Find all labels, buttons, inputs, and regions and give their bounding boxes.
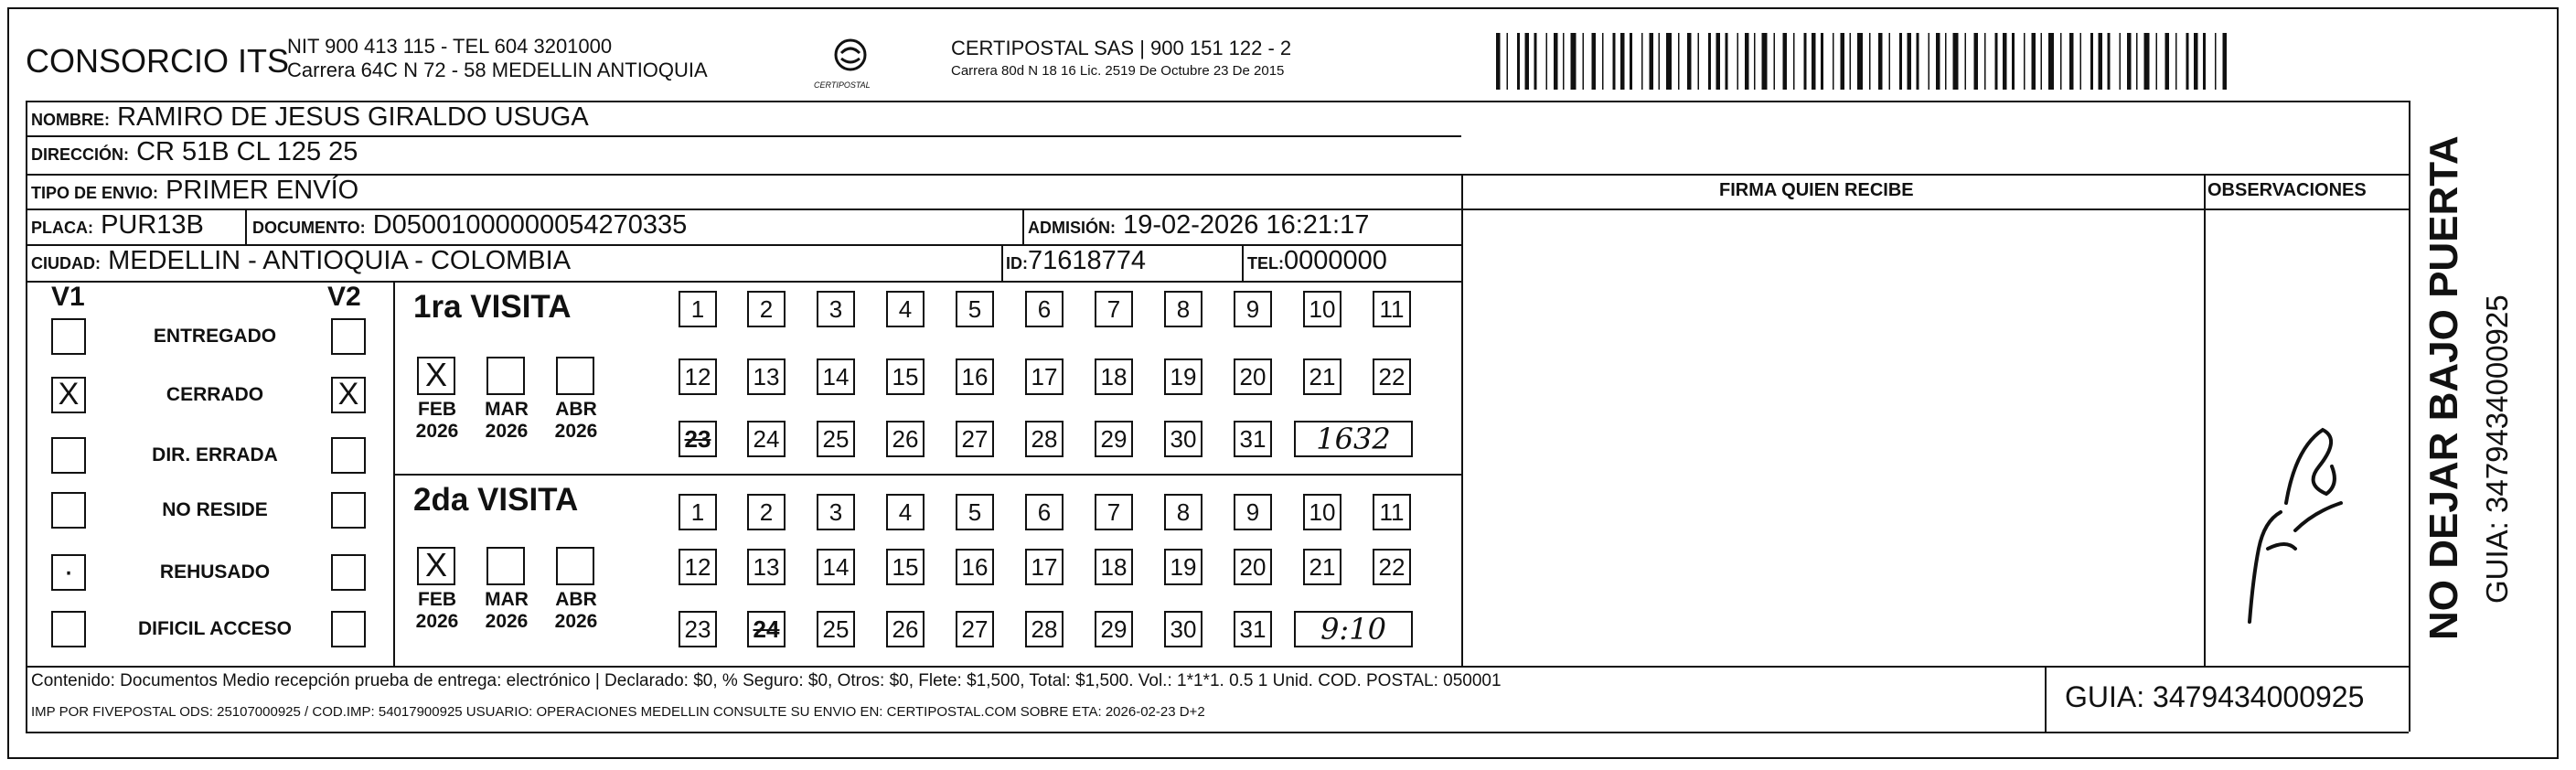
barcode-bar — [2048, 33, 2054, 90]
divider — [26, 174, 2409, 176]
documento-cell — [252, 210, 687, 241]
barcode-bar — [2099, 33, 2103, 90]
ciudad-cell — [31, 246, 571, 276]
observaciones-header: OBSERVACIONES — [2207, 180, 2367, 200]
barcode-bar — [1995, 33, 1998, 90]
barcode-bar — [1783, 33, 1788, 90]
barcode-bar — [2041, 33, 2043, 90]
documento-value: D05001000000054270335 — [372, 210, 688, 240]
second-visit-day[interactable]: 4 — [886, 494, 925, 530]
placa-label: PLACA: — [31, 219, 93, 237]
barcode-bar — [1929, 33, 1930, 90]
divider — [1242, 244, 1244, 281]
first-visit-day[interactable]: 26 — [886, 421, 925, 457]
barcode-bar — [2156, 33, 2158, 90]
barcode-bar — [1804, 33, 1807, 90]
second-visit-month-checkbox[interactable]: X — [417, 547, 455, 585]
v1-checkbox[interactable] — [51, 437, 86, 474]
v2-checkbox[interactable] — [331, 318, 366, 355]
barcode-bar — [2120, 33, 2122, 90]
second-visit-day[interactable]: 23 — [679, 611, 717, 647]
barcode — [1496, 33, 2228, 90]
first-visit-month-checkbox[interactable]: X — [417, 357, 455, 395]
company-info — [287, 35, 708, 82]
second-visit-month-checkbox[interactable] — [556, 547, 594, 585]
second-visit-day[interactable]: 28 — [1025, 611, 1064, 647]
company-address: Carrera 64C N 72 - 58 MEDELLIN ANTIOQUIA — [287, 59, 708, 81]
barcode-bar — [1698, 33, 1700, 90]
second-visit-day[interactable]: 20 — [1234, 549, 1272, 585]
first-visit-day[interactable]: 27 — [956, 421, 994, 457]
barcode-bar — [2108, 33, 2111, 90]
second-visit-time[interactable]: 9:10 — [1294, 611, 1413, 647]
placa-value: PUR13B — [101, 210, 204, 240]
second-visit-day[interactable]: 2 — [747, 494, 786, 530]
barcode-bar — [2069, 33, 2074, 90]
barcode-bar — [2003, 33, 2007, 90]
second-visit-day[interactable]: 7 — [1095, 494, 1133, 530]
guia-number: GUIA: 3479434000925 — [2065, 680, 2365, 713]
placa-cell — [31, 210, 204, 241]
barcode-bar — [2090, 33, 2093, 90]
barcode-bar — [1525, 33, 1530, 90]
barcode-bar — [1678, 33, 1680, 90]
barcode-bar — [1850, 33, 1852, 90]
barcode-bar — [2215, 33, 2217, 90]
admision-label: ADMISIÓN: — [1028, 219, 1116, 237]
barcode-bar — [1650, 33, 1654, 90]
first-visit-day[interactable]: 20 — [1234, 358, 1272, 395]
side-guia-number: GUIA: 3479434000925 — [2480, 294, 2514, 604]
second-visit-month-label: FEB 2026 — [415, 589, 459, 632]
barcode-bar — [1726, 33, 1728, 90]
barcode-bar — [2194, 33, 2198, 90]
barcode-bar — [2175, 33, 2177, 90]
barcode-bar — [1899, 33, 1902, 90]
barcode-bar — [1857, 33, 1863, 90]
id-cell — [1006, 246, 1146, 276]
v1-header: V1 — [51, 282, 85, 312]
first-visit-day[interactable]: 12 — [679, 358, 717, 395]
documento-label: DOCUMENTO: — [252, 219, 366, 237]
barcode-bar — [1534, 33, 1537, 90]
barcode-bar — [1762, 33, 1768, 90]
first-visit-day[interactable]: 3 — [817, 291, 855, 327]
first-visit-day[interactable]: 1 — [679, 291, 717, 327]
divider — [1461, 174, 1463, 666]
first-visit-day[interactable]: 2 — [747, 291, 786, 327]
barcode-bar — [1889, 33, 1891, 90]
divider — [1022, 209, 1024, 244]
barcode-bar — [1571, 33, 1577, 90]
barcode-bar — [2080, 33, 2082, 90]
barcode-bar — [1745, 33, 1749, 90]
first-visit-title: 1ra VISITA — [413, 289, 572, 325]
divider — [2409, 101, 2410, 732]
status-label: DIFICIL ACCESO — [137, 618, 292, 639]
first-visit-day[interactable]: 14 — [817, 358, 855, 395]
barcode-bar — [1708, 33, 1711, 90]
first-visit-day[interactable]: 13 — [747, 358, 786, 395]
barcode-bar — [1641, 33, 1643, 90]
second-visit-day[interactable]: 26 — [886, 611, 925, 647]
barcode-bar — [2136, 33, 2138, 90]
second-visit-day[interactable]: 27 — [956, 611, 994, 647]
logo-caption: CERTIPOSTAL — [814, 80, 871, 90]
divider — [2045, 666, 2047, 732]
first-visit-day[interactable]: 25 — [817, 421, 855, 457]
ciudad-value: MEDELLIN - ANTIOQUIA - COLOMBIA — [108, 246, 572, 275]
no-dejar-bajo-puerta-warning: NO DEJAR BAJO PUERTA — [2421, 135, 2466, 640]
first-visit-day[interactable]: 5 — [956, 291, 994, 327]
second-visit-day[interactable]: 19 — [1164, 549, 1202, 585]
id-value: 71618774 — [1028, 246, 1147, 275]
barcode-bar — [1754, 33, 1756, 90]
company-name: CONSORCIO ITS — [26, 42, 290, 80]
second-visit-day[interactable]: 14 — [817, 549, 855, 585]
barcode-bar — [1945, 33, 1947, 90]
first-visit-day[interactable]: 15 — [886, 358, 925, 395]
barcode-bar — [1630, 33, 1632, 90]
barcode-bar — [1592, 33, 1597, 90]
tipo-envio-value: PRIMER ENVÍO — [166, 176, 359, 205]
v1-checkbox[interactable] — [51, 611, 86, 647]
first-visit-day[interactable]: 24 — [747, 421, 786, 457]
v2-checkbox[interactable] — [331, 611, 366, 647]
status-label: NO RESIDE — [162, 499, 268, 520]
barcode-bar — [1613, 33, 1616, 90]
tel-value: 0000000 — [1284, 246, 1387, 275]
status-label: ENTREGADO — [153, 326, 277, 347]
first-visit-day[interactable]: 17 — [1025, 358, 1064, 395]
barcode-bar — [1974, 33, 1979, 90]
firma-header: FIRMA QUIEN RECIBE — [1719, 180, 1914, 200]
admision-cell — [1028, 210, 1369, 241]
status-label: CERRADO — [166, 384, 264, 405]
barcode-bar — [1507, 33, 1509, 90]
second-visit-day[interactable]: 11 — [1373, 494, 1411, 530]
contents-line: Contenido: Documentos Medio recepción prueba de entrega: electrónico | Declarado: $0, % Seguro: $0, Otros: $0, Flete: $1,500, Total: $1,500. Vol.: 1*1*1. 0.5 1 Unid. COD. POSTAL: 050001 — [31, 671, 1502, 690]
second-visit-day[interactable]: 16 — [956, 549, 994, 585]
certipostal-line-1: CERTIPOSTAL SAS | 900 151 122 - 2 — [951, 37, 1292, 59]
nombre-row — [31, 102, 589, 133]
second-visit-day[interactable]: 30 — [1164, 611, 1202, 647]
first-visit-day[interactable]: 30 — [1164, 421, 1202, 457]
barcode-bar — [2223, 33, 2228, 90]
nombre-value: RAMIRO DE JESUS GIRALDO USUGA — [117, 102, 589, 132]
ciudad-label: CIUDAD: — [31, 254, 101, 273]
barcode-bar — [1737, 33, 1739, 90]
second-visit-day[interactable]: 8 — [1164, 494, 1202, 530]
first-visit-day[interactable]: 7 — [1095, 291, 1133, 327]
divider — [2204, 174, 2206, 666]
barcode-bar — [2032, 33, 2036, 90]
second-visit-day[interactable]: 10 — [1303, 494, 1341, 530]
divider — [26, 732, 2409, 733]
barcode-bar — [1953, 33, 1959, 90]
second-visit-day[interactable]: 1 — [679, 494, 717, 530]
direccion-label: DIRECCIÓN: — [31, 145, 129, 164]
first-visit-day[interactable]: 8 — [1164, 291, 1202, 327]
second-visit-month-label: ABR 2026 — [554, 589, 598, 632]
first-visit-day[interactable]: 22 — [1373, 358, 1411, 395]
v2-checkbox[interactable] — [331, 492, 366, 529]
barcode-bar — [1666, 33, 1672, 90]
status-label: REHUSADO — [159, 561, 271, 583]
barcode-bar — [1687, 33, 1692, 90]
v2-checkbox[interactable]: X — [331, 377, 366, 413]
barcode-bar — [1878, 33, 1883, 90]
id-label: ID: — [1006, 254, 1028, 273]
second-visit-day[interactable]: 12 — [679, 549, 717, 585]
divider — [393, 474, 1461, 476]
second-visit-day[interactable]: 5 — [956, 494, 994, 530]
direccion-value: CR 51B CL 125 25 — [136, 137, 358, 166]
direccion-row — [31, 137, 358, 167]
divider — [26, 666, 2409, 668]
second-visit-month-label: MAR 2026 — [485, 589, 529, 632]
first-visit-day[interactable]: 9 — [1234, 291, 1272, 327]
v1-checkbox[interactable]: X — [51, 377, 86, 413]
second-visit-day[interactable]: 22 — [1373, 549, 1411, 585]
tipo-envio-label: TIPO DE ENVIO: — [31, 184, 159, 202]
v2-header: V2 — [327, 282, 361, 312]
first-visit-time[interactable]: 1632 — [1294, 421, 1413, 457]
barcode-bar — [1546, 33, 1548, 90]
second-visit-day[interactable]: 17 — [1025, 549, 1064, 585]
first-visit-month-checkbox[interactable] — [556, 357, 594, 395]
status-label: DIR. ERRADA — [152, 444, 278, 465]
second-visit-day[interactable]: 21 — [1303, 549, 1341, 585]
second-visit-month-checkbox[interactable] — [486, 547, 525, 585]
divider — [26, 281, 1461, 283]
barcode-bar — [1496, 33, 1501, 90]
barcode-bar — [2012, 33, 2015, 90]
v1-checkbox[interactable] — [51, 318, 86, 355]
print-info-line: IMP POR FIVEPOSTAL ODS: 25107000925 / COD.IMP: 54017900925 USUARIO: OPERACIONES MEDELLIN CONSULTE SU ENVIO EN: CERTIPOSTAL.COM SOBRE ETA: 2026-02-23 D+2 — [31, 704, 1205, 720]
second-visit-day[interactable]: 29 — [1095, 611, 1133, 647]
certipostal-info — [951, 37, 1291, 82]
barcode-bar — [2186, 33, 2189, 90]
certipostal-line-2: Carrera 80d N 18 16 Lic. 2519 De Octubre 23 De 2015 — [951, 63, 1285, 79]
divider — [1001, 244, 1003, 281]
barcode-bar — [1841, 33, 1845, 90]
divider — [26, 101, 27, 732]
barcode-bar — [1620, 33, 1625, 90]
barcode-bar — [1793, 33, 1795, 90]
barcode-bar — [2024, 33, 2026, 90]
second-visit-day[interactable]: 3 — [817, 494, 855, 530]
first-visit-month-label: ABR 2026 — [554, 399, 598, 442]
second-visit-title: 2da VISITA — [413, 482, 579, 518]
barcode-bar — [2144, 33, 2150, 90]
tel-label: TEL: — [1247, 254, 1284, 273]
barcode-bar — [1583, 33, 1585, 90]
second-visit-day[interactable]: 15 — [886, 549, 925, 585]
certipostal-logo-icon — [821, 31, 880, 82]
first-visit-day[interactable]: 4 — [886, 291, 925, 327]
barcode-bar — [1774, 33, 1776, 90]
divider — [245, 209, 247, 244]
first-visit-month-label: MAR 2026 — [485, 399, 529, 442]
recipient-signature — [2231, 412, 2359, 631]
first-visit-day[interactable]: 23 — [679, 421, 717, 457]
first-visit-day[interactable]: 16 — [956, 358, 994, 395]
barcode-bar — [1869, 33, 1871, 90]
second-visit-day[interactable]: 31 — [1234, 611, 1272, 647]
second-visit-day[interactable]: 18 — [1095, 549, 1133, 585]
v2-checkbox[interactable] — [331, 554, 366, 591]
admision-value: 19-02-2026 16:21:17 — [1123, 210, 1370, 240]
barcode-bar — [1821, 33, 1823, 90]
first-visit-month-checkbox[interactable] — [486, 357, 525, 395]
barcode-bar — [1716, 33, 1721, 90]
tipo-envio-row — [31, 176, 358, 206]
barcode-bar — [1602, 33, 1604, 90]
first-visit-day[interactable]: 28 — [1025, 421, 1064, 457]
first-visit-day[interactable]: 19 — [1164, 358, 1202, 395]
barcode-bar — [1517, 33, 1520, 90]
second-visit-day[interactable]: 25 — [817, 611, 855, 647]
nombre-label: NOMBRE: — [31, 111, 110, 129]
barcode-bar — [2127, 33, 2132, 90]
barcode-bar — [1908, 33, 1912, 90]
barcode-bar — [1936, 33, 1940, 90]
barcode-bar — [2165, 33, 2170, 90]
barcode-bar — [1984, 33, 1986, 90]
first-visit-day[interactable]: 21 — [1303, 358, 1341, 395]
barcode-bar — [1917, 33, 1919, 90]
barcode-bar — [1563, 33, 1565, 90]
barcode-bar — [1659, 33, 1661, 90]
second-visit-day[interactable]: 13 — [747, 549, 786, 585]
v1-checkbox[interactable] — [51, 492, 86, 529]
first-visit-day[interactable]: 18 — [1095, 358, 1133, 395]
barcode-bar — [1554, 33, 1558, 90]
second-visit-day[interactable]: 9 — [1234, 494, 1272, 530]
v1-checkbox[interactable]: · — [51, 554, 86, 591]
first-visit-day[interactable]: 31 — [1234, 421, 1272, 457]
second-visit-day[interactable]: 24 — [747, 611, 786, 647]
first-visit-day[interactable]: 11 — [1373, 291, 1411, 327]
barcode-bar — [1833, 33, 1834, 90]
first-visit-month-label: FEB 2026 — [415, 399, 459, 442]
divider — [393, 281, 395, 666]
first-visit-day[interactable]: 10 — [1303, 291, 1341, 327]
v2-checkbox[interactable] — [331, 437, 366, 474]
first-visit-day[interactable]: 29 — [1095, 421, 1133, 457]
tel-cell — [1247, 246, 1387, 276]
first-visit-day[interactable]: 6 — [1025, 291, 1064, 327]
nit-line: NIT 900 413 115 - TEL 604 3201000 — [287, 35, 613, 58]
second-visit-day[interactable]: 6 — [1025, 494, 1064, 530]
barcode-bar — [1812, 33, 1816, 90]
barcode-bar — [2060, 33, 2062, 90]
barcode-bar — [2203, 33, 2206, 90]
barcode-bar — [1965, 33, 1967, 90]
